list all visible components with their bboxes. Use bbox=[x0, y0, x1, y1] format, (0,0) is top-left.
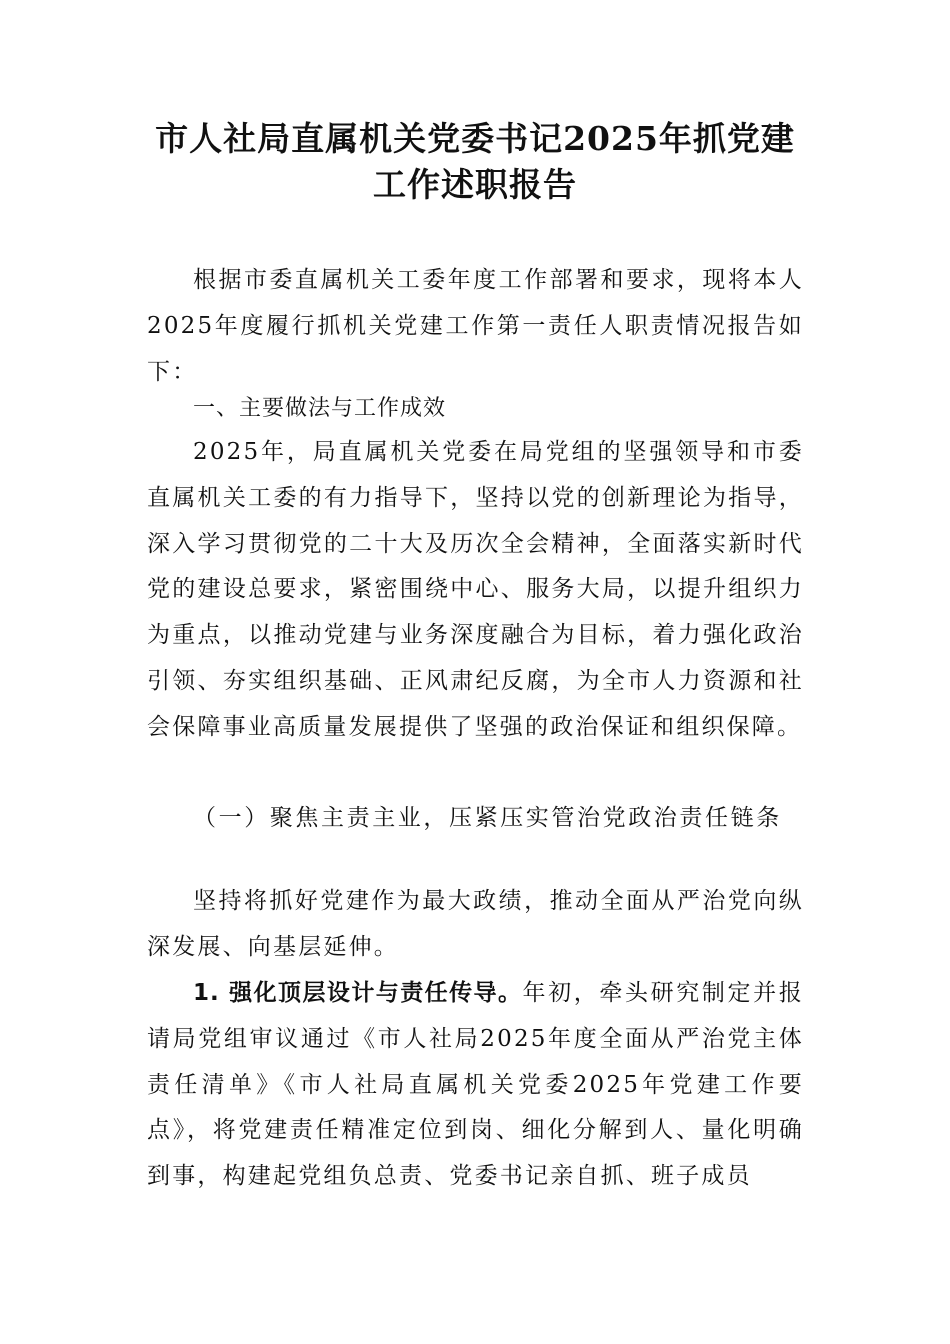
item-lead: 1. 强化顶层设计与责任传导。 bbox=[193, 980, 523, 1006]
section-paragraph: 2025年，局直属机关党委在局党组的坚强领导和市委直属机关工委的有力指导下，坚持以党的创新理论为指导，深入学习贯彻党的二十大及历次全会精神，全面落实新时代党的建设总要求，紧密围绕中心、服务大局，以提升组织力为重点，以推动党建与业务深度融合为目标，着力强化政治引领、夯实组织基础、正风肃纪反腐，为全市人力资源和社会保障事业高质量发展提供了坚强的政治保证和组织保障。 bbox=[147, 439, 804, 740]
subsection-heading: （一）聚焦主责主业，压紧压实管治党政治责任链条 bbox=[193, 805, 782, 831]
document-title-line1: 市人社局直属机关党委书记2025年抓党建 bbox=[155, 119, 795, 158]
item-paragraph bbox=[147, 971, 804, 1200]
subsection-paragraph: 坚持将抓好党建作为最大政绩，推动全面从严治党向纵深发展、向基层延伸。 bbox=[147, 888, 804, 960]
intro-paragraph: 根据市委直属机关工委年度工作部署和要求，现将本人2025年度履行抓机关党建工作第一责任人职责情况报告如下： bbox=[147, 267, 804, 385]
document-title-line2: 工作述职报告 bbox=[373, 165, 577, 204]
section-heading: 一、主要做法与工作成效 bbox=[193, 396, 447, 421]
item-text: 年初，牵头研究制定并报请局党组审议通过《市人社局2025年度全面从严治党主体责任清单》《市人社局直属机关党委2025年党建工作要点》，将党建责任精准定位到岗、细化分解到人、量化明确到事，构建起党组负总责、党委书记亲自抓、班子成员 bbox=[147, 980, 805, 1190]
